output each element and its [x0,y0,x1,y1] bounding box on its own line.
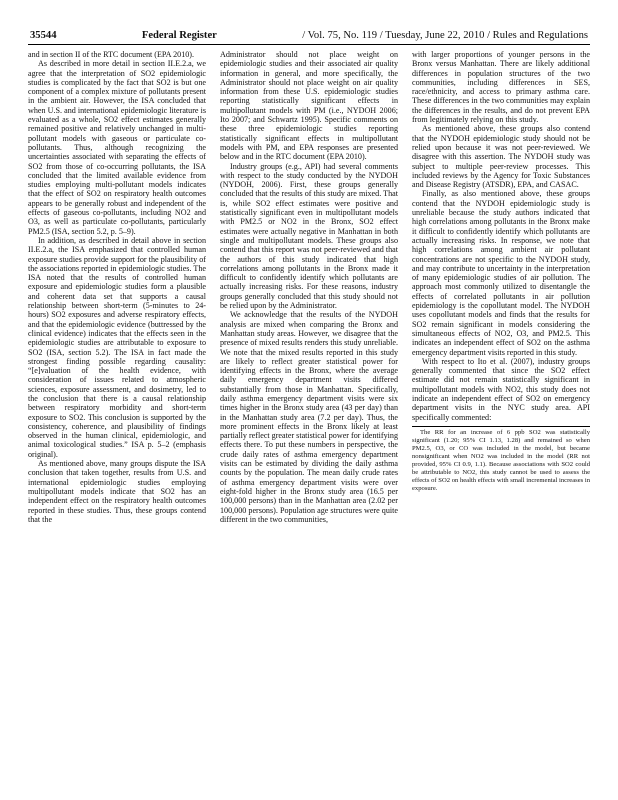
journal-title: Federal Register [141,30,217,41]
paragraph: In addition, as described in detail above in section II.E.2.a, the ISA emphasized that controlled human exposure studies provide support for the plausibility of the associations reported in epidemiologic studies. The ISA noted that the results of controlled human exposure and epidemiologic studies form a plausible and coherent data set that supports a causal relationship between short-term (5-minutes to 24-hours) SO2 exposures and adverse respiratory effects, and that the epidemiologic evidence (buttressed by the clinical evidence) indicates that the effects seen in the epidemiologic studies are attributable to exposure to SO2 (ISA, section 5.2). The ISA in fact made the strongest finding possible regarding causality: “[e]valuation of the health evidence, with consideration of issues related to atmospheric sciences, exposure assessment, and dosimetry, led to the conclusion that there is a causal relationship between respiratory morbidity and short-term exposure to SO2. This conclusion is supported by the consistency, coherence, and plausibility of findings observed in the human clinical, epidemiologic, and animal toxicological studies.” ISA p. 5–2 (emphasis original). [28,235,206,459]
paragraph: We acknowledge that the results of the NYDOH analysis are mixed when comparing the Bronx and Manhattan study areas. However, we disagree that the presence of mixed results renders this study unreliable. We note that the mixed results reported in this study are likely to reflect greater statistical power for identifying effects in the Bronx, where the average daily emergency department visits differed substantially from those in Manhattan. Specifically, daily asthma emergency department visits were six times higher in the Bronx study area (43 per day) than in the Manhattan study area (7.2 per day). Thus, the more prominent effects in the Bronx likely at least partially reflect greater statistical power for identifying effects there. To put these numbers in perspective, the crude daily rates of asthma emergency department visits can be estimated by dividing the daily asthma counts by the population. The mean daily crude rates of asthma emergency department visits were over eight-fold higher in the Bronx study area (16.5 per 100,000 persons) than in the Manhattan area (2.02 per 100,000 persons). Population age structures were quite different in the two communities, [220,310,398,524]
paragraph: Administrator should not place weight on epidemiologic studies and their associated air quality information in general, and more specifically, the Administrator should not place weight on air quality information from these U.S. epidemiologic studies reporting statistically significant effects in multipollutant models with PM (i.e., NYDOH 2006; Ito 2007; and Schwartz 1995). Specific comments on these three epidemiologic studies reporting statistically significant effects in multipollutant models with PM, and EPA responses are presented below and in the RTC document (EPA 2010). [220,50,398,162]
column-2 [220,50,398,785]
paragraph: As mentioned above, these groups also contend that the NYDOH epidemiologic study should not be relied upon because it was not peer-reviewed. We disagree with this assertion. The NYDOH study was subject to multiple peer-review processes. This included reviews by the Agency for Toxic Substances and Disease Registry (ATSDR), EPA, and CASAC. [412,124,590,190]
issue-meta: / Vol. 75, No. 119 / Tuesday, June 22, 2010 / Rules and Regulations [302,30,588,41]
column-1 [28,50,206,785]
paragraph: and in section II of the RTC document (EPA 2010). [28,50,195,59]
page-number: 35544 [30,30,57,41]
paragraph: As mentioned above, many groups dispute the ISA conclusion that taken together, results from U.S. and international epidemiologic studies employing multipollutant models indicate that SO2 has an independent effect on the respiratory health outcomes reported in these studies. Thus, these groups contend that the [28,459,206,524]
paragraph: with larger proportions of younger persons in the Bronx versus Manhattan. There are likely additional differences in population structures of the two communities, including differences in SES, race/ethnicity, and access to primary asthma care. These differences in the two communities may explain the differences in the results, and do not prevent EPA from legitimately relying on this study. [412,50,590,125]
paragraph: Finally, as also mentioned above, these groups contend that the NYDOH epidemiologic study is unreliable because the study authors indicated that high correlations among pollutants in the Bronx make it difficult to confidently identify which pollutants are actually increasing risks. In response, we note that high correlations among ambient air pollutant concentrations are not specific to the NYDOH study, and may contribute to uncertainty in the interpretation of many epidemiologic studies of air pollution. The approach most commonly utilized to disentangle the effects of correlated pollutants in air pollution epidemiology is the copollutant model. The NYDOH uses copollutant models and finds that the results for SO2 remain significant in models considering the simultaneous effects of NO2, O3, and PM2.5. This indicates an independent effect of SO2 on the asthma emergency department visits reported in this study. [412,189,590,357]
page-header [28,30,590,45]
paragraph: Industry groups (e.g., API) had several comments with respect to the study conducted by the NYDOH (NYDOH, 2006). First, these groups generally concluded that the results of this study are mixed. That is, while SO2 effect estimates were positive and statistically significant even in multipollutant models with PM2.5 or NO2 in the Bronx, SO2 effect estimates were actually negative in Manhattan in both single and multipollutant models. These groups also contend that this report was not peer-reviewed and that the authors of this study indicated that high correlations among pollutants in the Bronx made it difficult to confidently identify which pollutants are actually increasing risks. For these reasons, industry groups generally concluded that this study should not be relied upon by the Administrator. [220,161,398,311]
column-3 [412,50,590,785]
text-columns [28,50,590,785]
footnote-quote: The RR for an increase of 6 ppb SO2 was statistically significant (1.20; 95% CI 1.13, 1.28) and remained so when PM2.5, O3, or CO was included in the model, but became nonsignificant when NO2 was included in the model (RR not provided, 95% CI 0.9, 1.1). Because associations with SO2 could be attributable to NO2, this study cannot be used to assess the effects of SO2 on health effects with small incremental increases in exposure. [412,426,590,493]
paragraph: With respect to Ito et al. (2007), industry groups generally commented that since the SO2 effect estimate did not remain statistically significant in multipollutant models with NO2, this study does not indicate an independent effect of SO2 on emergency department visits in the NYC study area. API specifically commented: [412,356,590,422]
paragraph: As described in more detail in section II.E.2.a, we agree that the interpretation of SO2 epidemiologic studies is complicated by the fact that SO2 is but one component of a complex mixture of pollutants present in the ambient air. However, the ISA concluded that when U.S. and international epidemiologic literature is evaluated as a whole, SO2 effect estimates generally remained positive and relatively unchanged in multi-pollutant models with gaseous or particulate co-pollutants. Thus, although recognizing the uncertainties associated with separating the effects of SO2 from those of co-occurring pollutants, the ISA concluded that the limited available evidence from studies employing multi-pollutant models indicates that the effect of SO2 on respiratory health outcomes appears to be generally robust and independent of the effects of gaseous co-pollutants, including NO2 and O3, as well as particulate co-pollutants, particularly PM2.5 (ISA, section 5.2, p. 5–9). [28,59,206,236]
